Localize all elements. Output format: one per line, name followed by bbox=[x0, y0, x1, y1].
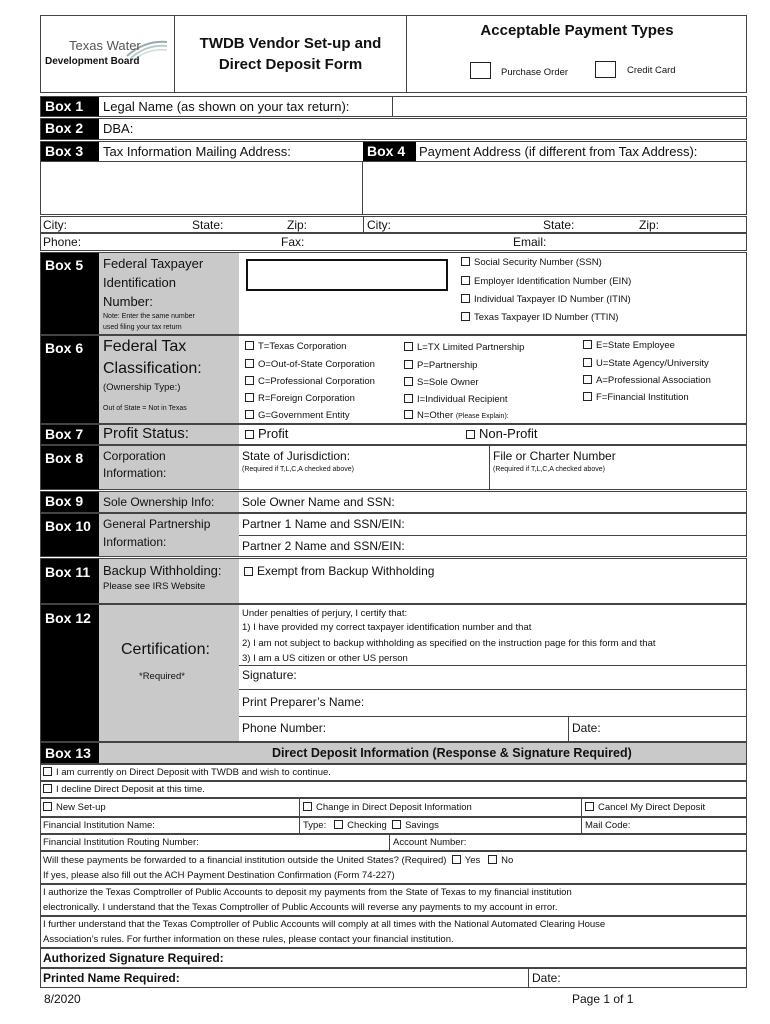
direct-deposit-title: Direct Deposit Information (Response & Signature Required) bbox=[272, 746, 632, 760]
tin-title-2: Identification bbox=[103, 275, 176, 290]
box9-row bbox=[40, 491, 747, 513]
c1-1[interactable]: O=Out-of-State Corporation bbox=[245, 359, 375, 371]
further-line-2: Association’s rules. For further information on these rules, please contact your financial institution. bbox=[43, 934, 454, 945]
box6-row bbox=[40, 335, 747, 424]
c3-1[interactable]: U=State Agency/University bbox=[583, 358, 709, 370]
box11-label: Box 11 bbox=[41, 559, 99, 603]
box8-row bbox=[40, 445, 747, 490]
ein-checkbox[interactable] bbox=[461, 276, 470, 285]
payment-address-label: Payment Address (if different from Tax Address): bbox=[419, 144, 698, 159]
state-label[interactable]: State: bbox=[192, 218, 224, 232]
logo-line2: Development Board bbox=[45, 56, 140, 67]
checkbox[interactable] bbox=[43, 767, 52, 776]
legal-name-field[interactable] bbox=[392, 97, 747, 116]
c1-4[interactable]: G=Government Entity bbox=[245, 410, 350, 422]
title-line1: TWDB Vendor Set-up and bbox=[199, 35, 382, 52]
printed-name-field[interactable]: Printed Name Required: bbox=[43, 971, 180, 985]
box9-label: Box 9 bbox=[41, 492, 99, 512]
tin-title-1: Federal Taxpayer bbox=[103, 256, 204, 271]
box10-title-cell bbox=[99, 514, 239, 556]
partner1-field[interactable]: Partner 1 Name and SSN/EIN: bbox=[242, 517, 405, 531]
ach-note: If yes, please also fill out the ACH Payment Destination Confirmation (Form 74-227) bbox=[43, 870, 395, 881]
title-line2: Direct Deposit Form bbox=[218, 56, 363, 73]
partnership-title-2: Information: bbox=[103, 535, 167, 549]
routing-row bbox=[40, 834, 747, 851]
cert-line-1: 1) I have provided my correct taxpayer identification number and that bbox=[242, 622, 532, 633]
auth-sig-row bbox=[40, 948, 747, 968]
tax-address-field[interactable] bbox=[41, 162, 363, 214]
required-note: *Required* bbox=[139, 671, 185, 682]
no-checkbox[interactable] bbox=[488, 855, 497, 864]
header bbox=[40, 15, 747, 93]
checkbox[interactable] bbox=[404, 342, 413, 351]
divider bbox=[489, 446, 490, 489]
state2-label[interactable]: State: bbox=[543, 218, 575, 232]
partnership-title-1: General Partnership bbox=[103, 517, 211, 531]
opt-itin[interactable]: Individual Taxpayer ID Number (ITIN) bbox=[461, 294, 631, 306]
tin-note-2: used filing your tax return bbox=[103, 324, 182, 331]
backup-withholding-label: Backup Withholding: bbox=[103, 563, 222, 578]
checkbox[interactable] bbox=[404, 394, 413, 403]
c2-3[interactable]: I=Individual Recipient bbox=[404, 394, 508, 406]
cert-line-2: 2) I am not subject to backup withholding as specified on the instruction page for this form and that bbox=[242, 638, 656, 649]
c2-1[interactable]: P=Partnership bbox=[404, 360, 477, 372]
corp-title-2: Information: bbox=[103, 466, 167, 480]
checkbox[interactable] bbox=[583, 392, 592, 401]
box9-title-cell bbox=[99, 492, 239, 512]
irs-note: Please see IRS Website bbox=[103, 581, 206, 592]
new-setup-option[interactable]: New Set-up bbox=[43, 802, 106, 814]
checkbox[interactable] bbox=[583, 358, 592, 367]
jurisdiction-note: (Required if T,L,C,A checked above) bbox=[242, 466, 354, 473]
box4-label: Box 4 bbox=[363, 142, 416, 161]
c3-2[interactable]: A=Professional Association bbox=[583, 375, 711, 387]
c2-2[interactable]: S=Sole Owner bbox=[404, 377, 479, 389]
ssn-checkbox[interactable] bbox=[461, 257, 470, 266]
divider bbox=[581, 818, 582, 833]
box7-title-cell bbox=[99, 425, 239, 444]
credit-card-label: Credit Card bbox=[627, 65, 676, 76]
box12-label: Box 12 bbox=[41, 605, 99, 741]
divider bbox=[363, 217, 364, 232]
checkbox[interactable] bbox=[245, 376, 254, 385]
box12-row bbox=[40, 604, 747, 742]
divider bbox=[581, 799, 582, 816]
box5-title-cell bbox=[99, 253, 239, 334]
page-number: Page 1 of 1 bbox=[572, 992, 634, 1006]
sole-owner-field[interactable]: Sole Owner Name and SSN: bbox=[242, 495, 395, 509]
forward-row bbox=[40, 851, 747, 884]
exempt-option[interactable]: Exempt from Backup Withholding bbox=[244, 563, 434, 579]
partner2-field[interactable]: Partner 2 Name and SSN/EIN: bbox=[242, 539, 405, 553]
divider bbox=[239, 665, 747, 666]
logo bbox=[41, 16, 175, 92]
form-version: 8/2020 bbox=[44, 992, 81, 1006]
further-line-1: I further understand that the Texas Comptroller of Public Accounts will comply at all times with the National Automated Clearing House bbox=[43, 919, 606, 930]
box10-row bbox=[40, 513, 747, 557]
tin-note-1: Note: Enter the same number bbox=[103, 313, 195, 320]
checkbox[interactable] bbox=[245, 410, 254, 419]
box13-label: Box 13 bbox=[41, 743, 99, 763]
divider bbox=[239, 716, 747, 717]
checkbox[interactable] bbox=[583, 340, 592, 349]
class-note: Out of State = Not in Texas bbox=[103, 405, 187, 412]
box2-row bbox=[40, 118, 747, 140]
payment-types-title: Acceptable Payment Types bbox=[480, 22, 674, 39]
city2-label[interactable]: City: bbox=[367, 218, 391, 232]
class-title-3: (Ownership Type:) bbox=[103, 382, 181, 393]
charter-note: (Required if T,L,C,A checked above) bbox=[493, 466, 605, 473]
divider bbox=[239, 535, 747, 536]
checkbox[interactable] bbox=[245, 430, 254, 439]
routing-number-field[interactable]: Financial Institution Routing Number: bbox=[43, 837, 199, 848]
box1-row bbox=[40, 96, 747, 117]
checkbox[interactable] bbox=[404, 360, 413, 369]
logo-line1: Texas Water bbox=[69, 38, 141, 53]
authorize-line-2: electronically. I understand that the Texas Comptroller of Public Accounts will reverse any payments to my account in error. bbox=[43, 902, 558, 913]
tin-input[interactable] bbox=[246, 259, 448, 291]
divider bbox=[299, 818, 300, 833]
box6-label: Box 6 bbox=[41, 336, 99, 423]
checkbox[interactable] bbox=[245, 359, 254, 368]
change-option[interactable]: Change in Direct Deposit Information bbox=[303, 802, 472, 814]
preparer-name-field[interactable]: Print Preparer’s Name: bbox=[242, 695, 365, 709]
box3-label: Box 3 bbox=[41, 142, 99, 161]
box7-label: Box 7 bbox=[41, 425, 99, 444]
zip-label[interactable]: Zip: bbox=[287, 218, 308, 232]
ttin-checkbox[interactable] bbox=[461, 312, 470, 321]
sole-ownership-label: Sole Ownership Info: bbox=[103, 495, 215, 509]
email-label[interactable]: Email: bbox=[513, 235, 547, 249]
opt-ttin[interactable]: Texas Taxpayer ID Number (TTIN) bbox=[461, 312, 618, 324]
purchase-order-checkbox[interactable] bbox=[470, 62, 491, 79]
dd-date-field[interactable]: Date: bbox=[532, 971, 561, 985]
dd-type-row bbox=[40, 798, 747, 817]
checkbox[interactable] bbox=[245, 341, 254, 350]
legal-name-label: Legal Name (as shown on your tax return): bbox=[103, 99, 350, 114]
profit-status-label: Profit Status: bbox=[103, 425, 189, 442]
checking-checkbox[interactable] bbox=[334, 820, 343, 829]
checkbox[interactable] bbox=[583, 375, 592, 384]
itin-checkbox[interactable] bbox=[461, 294, 470, 303]
c2-4[interactable]: N=Other (Please Explain): bbox=[404, 410, 509, 422]
c1-2[interactable]: C=Professional Corporation bbox=[245, 376, 375, 388]
fin-institution-field[interactable]: Financial Institution Name: bbox=[43, 820, 155, 831]
phone-row bbox=[40, 233, 747, 251]
c3-0[interactable]: E=State Employee bbox=[583, 340, 675, 352]
purchase-order-label: Purchase Order bbox=[501, 67, 569, 78]
opt-ssn[interactable]: Social Security Number (SSN) bbox=[461, 257, 602, 269]
cert-date-field[interactable]: Date: bbox=[572, 721, 601, 735]
divider bbox=[239, 689, 747, 690]
box2-label: Box 2 bbox=[41, 119, 99, 139]
cert-line-3: 3) I am a US citizen or other US person bbox=[242, 653, 408, 664]
jurisdiction-label[interactable]: State of Jurisdiction: bbox=[242, 449, 351, 463]
tin-title-3: Number: bbox=[103, 294, 153, 309]
fin-name-row bbox=[40, 817, 747, 834]
divider bbox=[528, 969, 529, 987]
signature-field[interactable]: Signature: bbox=[242, 668, 297, 682]
box12-title-cell bbox=[99, 605, 239, 741]
authorize-line-1: I authorize the Texas Comptroller of Public Accounts to deposit my payments from the State of Texas to my financial institution bbox=[43, 887, 572, 898]
class-title-2: Classification: bbox=[103, 360, 202, 377]
tax-address-label: Tax Information Mailing Address: bbox=[103, 144, 291, 159]
cancel-option[interactable]: Cancel My Direct Deposit bbox=[585, 802, 705, 814]
profit-option[interactable]: Profit bbox=[245, 426, 288, 442]
charter-number-label[interactable]: File or Charter Number bbox=[493, 449, 616, 463]
mail-code-field[interactable]: Mail Code: bbox=[585, 820, 631, 831]
class-title-1: Federal Tax bbox=[103, 338, 187, 355]
box3-4-row bbox=[40, 141, 747, 162]
checkbox[interactable] bbox=[303, 802, 312, 811]
c3-3[interactable]: F=Financial Institution bbox=[583, 392, 689, 404]
divider bbox=[299, 799, 300, 816]
c1-0[interactable]: T=Texas Corporation bbox=[245, 341, 346, 353]
box8-label: Box 8 bbox=[41, 446, 99, 489]
box11-row bbox=[40, 558, 747, 604]
payment-address-field[interactable] bbox=[363, 162, 747, 214]
explain-note: (Please Explain): bbox=[455, 413, 509, 420]
checkbox[interactable] bbox=[585, 802, 594, 811]
account-type: Type: Checking Savings bbox=[303, 820, 439, 831]
dd-continue-row[interactable]: I am currently on Direct Deposit with TWDB and wish to continue. bbox=[40, 764, 747, 781]
opt-ein[interactable]: Employer Identification Number (EIN) bbox=[461, 276, 631, 288]
further-row bbox=[40, 916, 747, 948]
authorized-signature-field[interactable]: Authorized Signature Required: bbox=[43, 951, 224, 965]
checkbox[interactable] bbox=[245, 393, 254, 402]
box11-title-cell bbox=[99, 559, 239, 603]
dd-decline-row[interactable]: I decline Direct Deposit at this time. bbox=[40, 781, 747, 798]
divider bbox=[389, 835, 390, 850]
city-row bbox=[40, 216, 747, 233]
savings-checkbox[interactable] bbox=[392, 820, 401, 829]
cert-line-0: Under penalties of perjury, I certify that: bbox=[242, 608, 408, 619]
form-title bbox=[175, 16, 407, 92]
box8-title-cell bbox=[99, 446, 239, 489]
nonprofit-option[interactable]: Non-Profit bbox=[466, 426, 538, 442]
checkbox[interactable] bbox=[244, 567, 253, 576]
fax-label[interactable]: Fax: bbox=[281, 235, 305, 249]
yes-checkbox[interactable] bbox=[452, 855, 461, 864]
city-label[interactable]: City: bbox=[43, 218, 67, 232]
credit-card-checkbox[interactable] bbox=[595, 61, 616, 78]
box5-label: Box 5 bbox=[41, 253, 99, 334]
c1-3[interactable]: R=Foreign Corporation bbox=[245, 393, 355, 405]
checkbox[interactable] bbox=[466, 430, 475, 439]
address-area bbox=[40, 161, 747, 215]
box1-label: Box 1 bbox=[41, 97, 99, 116]
box7-row bbox=[40, 424, 747, 445]
certification-label: Certification: bbox=[121, 641, 210, 658]
box13-row bbox=[40, 742, 747, 764]
authorize-row bbox=[40, 884, 747, 916]
box5-row bbox=[40, 252, 747, 335]
box6-title-cell bbox=[99, 336, 239, 423]
phone-number-field[interactable]: Phone Number: bbox=[242, 721, 327, 735]
phone-label[interactable]: Phone: bbox=[43, 235, 82, 249]
checkbox[interactable] bbox=[43, 784, 52, 793]
divider bbox=[568, 716, 569, 741]
checkbox[interactable] bbox=[43, 802, 52, 811]
account-number-field[interactable]: Account Number: bbox=[393, 837, 467, 848]
checkbox[interactable] bbox=[404, 410, 413, 419]
box10-label: Box 10 bbox=[41, 514, 99, 556]
zip2-label[interactable]: Zip: bbox=[639, 218, 660, 232]
forward-question: Will these payments be forwarded to a financial institution outside the United States? (Required) Yes No bbox=[43, 855, 514, 866]
printed-name-row bbox=[40, 968, 747, 988]
dba-label[interactable]: DBA: bbox=[103, 121, 134, 136]
checkbox[interactable] bbox=[404, 377, 413, 386]
c2-0[interactable]: L=TX Limited Partnership bbox=[404, 342, 524, 354]
corp-title-1: Corporation bbox=[103, 449, 166, 463]
